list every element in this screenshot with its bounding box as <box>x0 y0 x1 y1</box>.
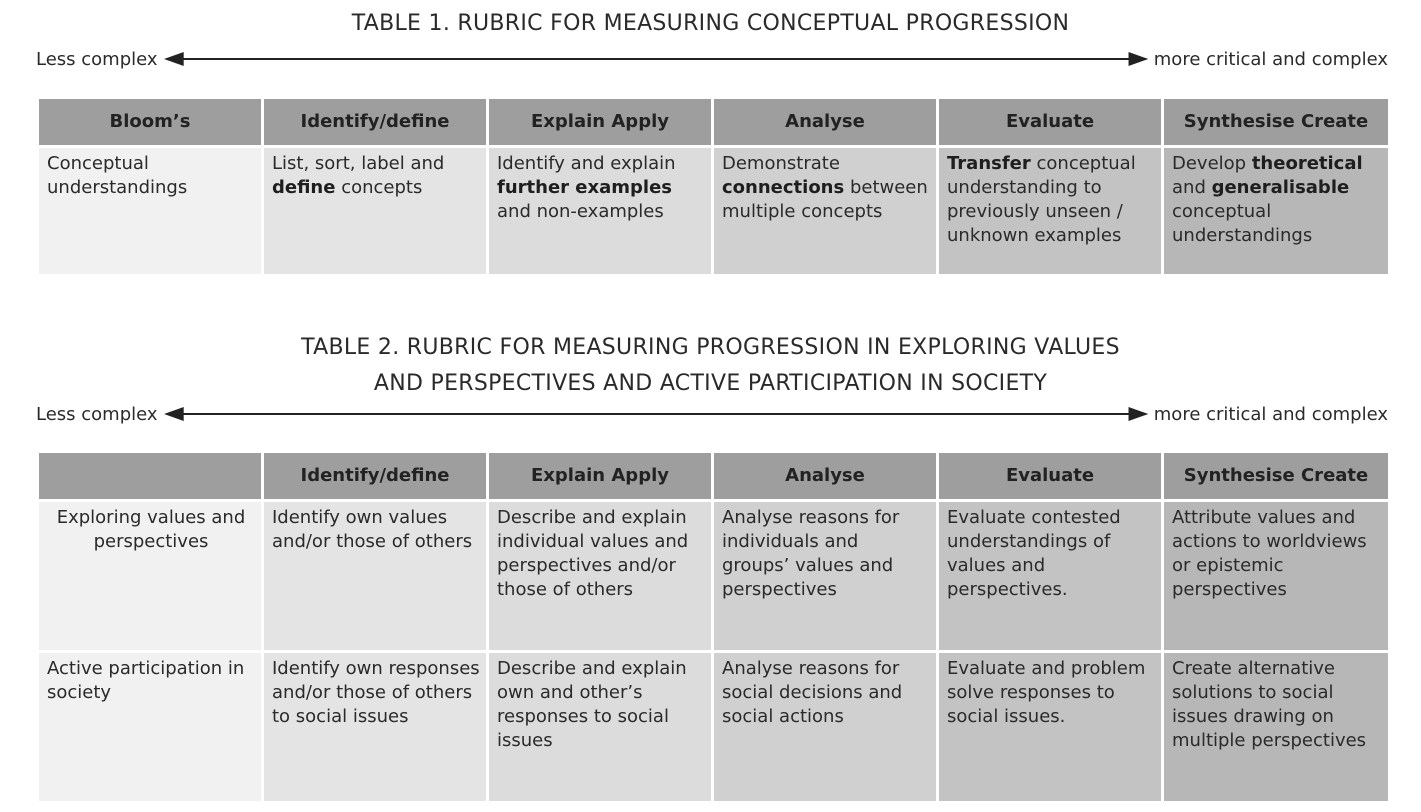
table2-rubric <box>36 450 1391 804</box>
table1-title: TABLE 1. RUBRIC FOR MEASURING CONCEPTUAL PROGRESSION <box>351 11 1070 36</box>
table-row <box>38 147 1390 276</box>
header-cell: Explain Apply <box>488 452 713 501</box>
header-cell: Synthesise Create <box>1163 452 1390 501</box>
table-cell: Attribute values and actions to worldviews or epistemic perspectives <box>1163 501 1390 652</box>
table-cell: Develop theoretical and generalisable conceptual understandings <box>1163 147 1390 276</box>
table2-title-line1: TABLE 2. RUBRIC FOR MEASURING PROGRESSION IN EXPLORING VALUES <box>301 335 1120 360</box>
table2-title-line2: AND PERSPECTIVES AND ACTIVE PARTICIPATION IN SOCIETY <box>373 371 1048 396</box>
header-cell: Evaluate <box>938 452 1163 501</box>
header-cell: Analyse <box>713 452 938 501</box>
double-arrow-icon <box>164 407 1148 421</box>
table-row <box>38 501 1390 652</box>
table-cell: Identify and explain further examples and non-examples <box>488 147 713 276</box>
header-cell <box>38 452 263 501</box>
table-cell: Identify own values and/or those of others <box>263 501 488 652</box>
row-label: Active participation in society <box>38 652 263 803</box>
table-cell: Describe and explain individual values and perspectives and/or those of others <box>488 501 713 652</box>
header-cell: Identify/define <box>263 452 488 501</box>
scale-left-label: Less complex <box>36 403 158 425</box>
table-cell: Identify own responses and/or those of others to social issues <box>263 652 488 803</box>
table-header-row <box>38 452 1390 501</box>
table-cell: Create alternative solutions to social issues drawing on multiple perspectives <box>1163 652 1390 803</box>
scale-right-label: more critical and complex <box>1153 403 1388 425</box>
table-cell: Transfer conceptual understanding to previously unseen / unknown examples <box>938 147 1163 276</box>
header-cell: Bloom’s <box>38 98 263 147</box>
scale-left-label: Less complex <box>36 48 158 70</box>
table-cell: Demonstrate connections between multiple concepts <box>713 147 938 276</box>
table-row <box>38 652 1390 803</box>
scale-right-label: more critical and complex <box>1153 48 1388 70</box>
table-cell: Evaluate and problem solve responses to social issues. <box>938 652 1163 803</box>
header-cell: Analyse <box>713 98 938 147</box>
header-cell: Synthesise Create <box>1163 98 1390 147</box>
header-cell: Evaluate <box>938 98 1163 147</box>
table-cell: List, sort, label and define concepts <box>263 147 488 276</box>
complexity-scale <box>36 401 1388 427</box>
table1-rubric <box>36 96 1391 277</box>
table-cell: Analyse reasons for individuals and groups’ values and perspectives <box>713 501 938 652</box>
header-cell: Identify/define <box>263 98 488 147</box>
double-arrow-icon <box>164 52 1148 66</box>
row-label: Conceptual understandings <box>38 147 263 276</box>
table-cell: Analyse reasons for social decisions and social actions <box>713 652 938 803</box>
complexity-scale <box>36 46 1388 72</box>
table-cell: Evaluate contested understandings of values and perspectives. <box>938 501 1163 652</box>
row-label: Exploring values and perspectives <box>38 501 263 652</box>
header-cell: Explain Apply <box>488 98 713 147</box>
table-cell: Describe and explain own and other’s responses to social issues <box>488 652 713 803</box>
table-header-row <box>38 98 1390 147</box>
